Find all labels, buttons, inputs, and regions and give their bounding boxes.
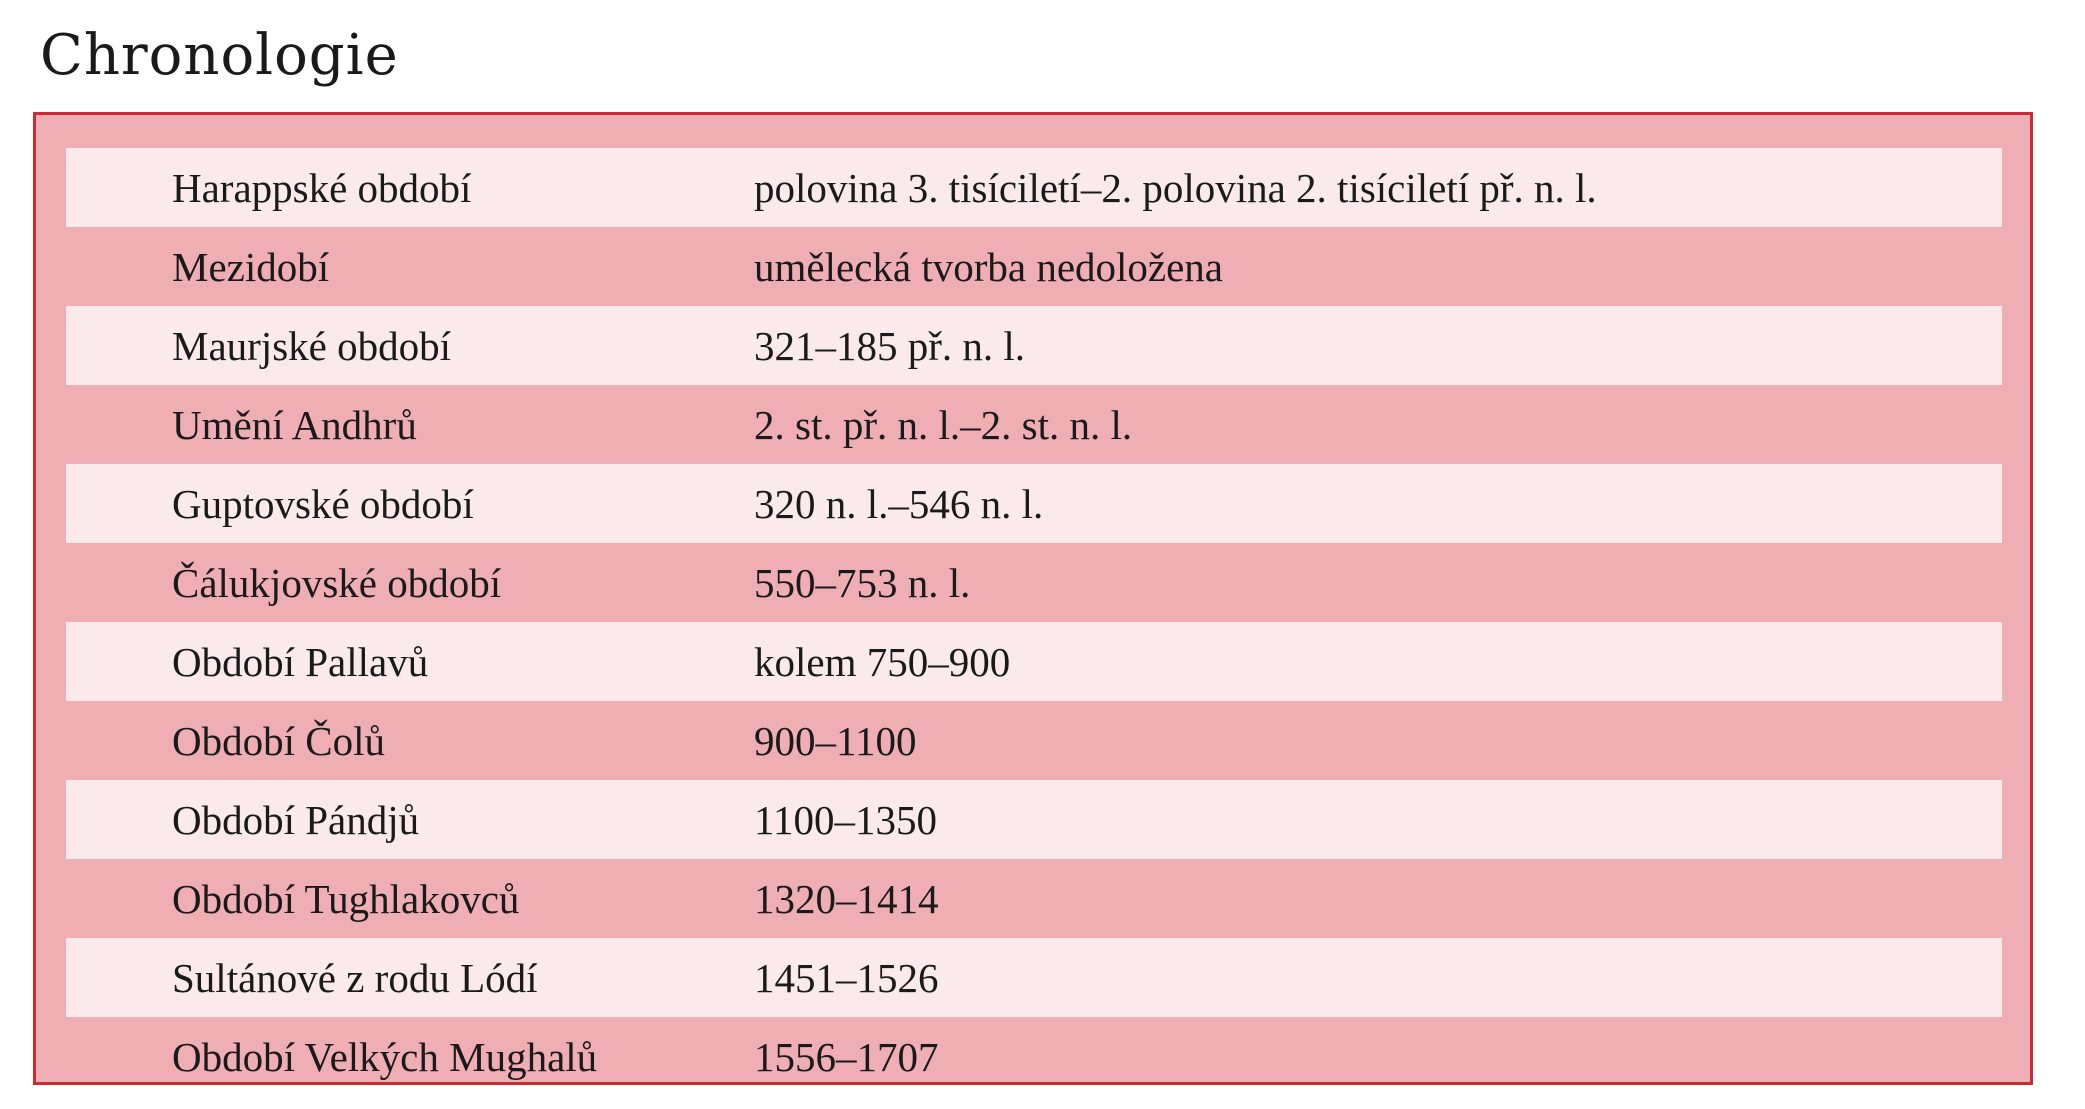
period-name: Guptovské období [172, 480, 474, 527]
table-row [66, 938, 2002, 1017]
table-row [66, 464, 2002, 543]
table-row [66, 385, 2002, 464]
table-row [66, 148, 2002, 227]
period-dates: kolem 750–900 [754, 638, 1011, 685]
period-dates: polovina 3. tisíciletí–2. polovina 2. tisíciletí př. n. l. [754, 164, 1597, 211]
period-dates: 2. st. př. n. l.–2. st. n. l. [754, 401, 1133, 448]
chronology-table [66, 148, 2002, 1096]
period-dates: 321–185 př. n. l. [754, 322, 1026, 369]
table-row [66, 622, 2002, 701]
period-dates: 320 n. l.–546 n. l. [754, 480, 1044, 527]
period-dates: 900–1100 [754, 717, 917, 764]
period-name: Období Pallavů [172, 638, 429, 685]
period-name: Období Čolů [172, 717, 385, 764]
period-name: Mezidobí [172, 243, 330, 290]
period-name: Čálukjovské období [172, 559, 502, 606]
table-row [66, 543, 2002, 622]
period-name: Období Tughlakovců [172, 875, 520, 922]
period-name: Harappské období [172, 164, 472, 211]
page-title: Chronologie [40, 23, 399, 88]
table-row [66, 306, 2002, 385]
period-dates: 1320–1414 [754, 875, 939, 922]
period-dates: 1556–1707 [754, 1033, 939, 1080]
period-dates: umělecká tvorba nedoložena [754, 243, 1223, 290]
table-row [66, 859, 2002, 938]
period-dates: 1100–1350 [754, 796, 937, 843]
table-row [66, 780, 2002, 859]
chronology-panel [33, 112, 2033, 1085]
period-name: Období Pándjů [172, 796, 420, 843]
period-name: Sultánové z rodu Lódí [172, 954, 538, 1001]
table-row [66, 227, 2002, 306]
table-row [66, 701, 2002, 780]
period-name: Umění Andhrů [172, 401, 417, 448]
period-name: Maurjské období [172, 322, 451, 369]
table-row [66, 1017, 2002, 1096]
period-dates: 550–753 n. l. [754, 559, 971, 606]
period-dates: 1451–1526 [754, 954, 939, 1001]
period-name: Období Velkých Mughalů [172, 1033, 598, 1080]
